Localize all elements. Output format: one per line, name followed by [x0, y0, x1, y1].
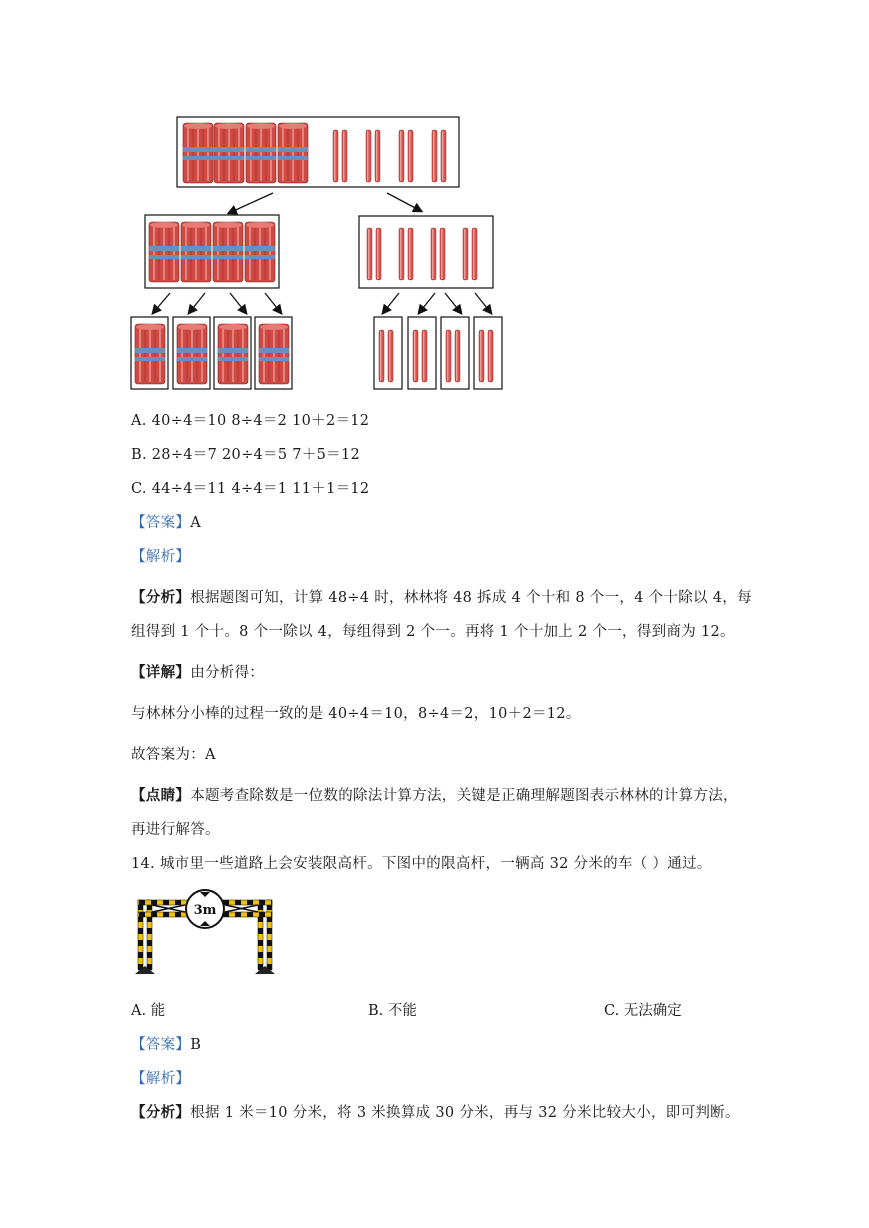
answer-value: B [190, 1037, 202, 1053]
q13-option-a: A. 40÷4＝10 8÷4＝2 10＋2＝12 [131, 413, 370, 429]
q13-option-b: B. 28÷4＝7 20÷4＝5 7＋5＝12 [131, 447, 360, 463]
dianjing-tag: 【点睛】 [131, 787, 191, 804]
q14-analysis-tag: 【解析】 [131, 1071, 191, 1087]
q13-dianjing-line1 [131, 784, 738, 805]
q13-option-c: C. 44÷4＝11 4÷4＝1 11＋1＝12 [131, 481, 370, 497]
q14-option-b: B. 不能 [368, 1003, 417, 1019]
answer-tag: 【答案】 [131, 1037, 191, 1053]
sticks-division-figure [125, 110, 515, 395]
height-barrier-figure [133, 886, 278, 976]
q13-conclusion: 故答案为：A [131, 747, 216, 763]
fenxi-text: 根据 1 米＝10 分米，将 3 米换算成 30 分米，再与 32 分米比较大小，即可判断。 [190, 1105, 740, 1121]
q13-fenxi-line2: 组得到 1 个十。8 个一除以 4，每组得到 2 个一。再将 1 个十加上 2 个一，得到商为 12。 [131, 624, 735, 640]
q13-line-a: 与林林分小棒的过程一致的是 40÷4＝10，8÷4＝2，10＋2＝12。 [131, 706, 581, 722]
q14-option-a: A. 能 [131, 1003, 166, 1019]
dianjing-text: 本题考查除数是一位数的除法计算方法，关键是正确理解题图表示林林的计算方法， [190, 788, 738, 804]
answer-value: A [190, 515, 201, 531]
q13-answer [131, 511, 201, 532]
q14-question: 14. 城市里一些道路上会安装限高杆。下图中的限高杆，一辆高 32 分米的车（ ）通过。 [131, 856, 712, 872]
q14-answer [131, 1033, 201, 1054]
q13-dianjing-line2: 再进行解答。 [131, 822, 220, 838]
q13-analysis-tag: 【解析】 [131, 549, 191, 565]
height-limit-sign-text: 3m [193, 903, 217, 918]
fenxi-tag: 【分析】 [131, 1104, 191, 1121]
xiangjie-tag: 【详解】 [131, 664, 191, 681]
xiangjie-text: 由分析得： [190, 665, 265, 681]
answer-tag: 【答案】 [131, 515, 191, 531]
q14-option-c: C. 无法确定 [604, 1003, 682, 1019]
fenxi-text: 根据题图可知，计算 48÷4 时，林林将 48 拆成 4 个十和 8 个一，4 个十除以 4，每 [190, 590, 752, 606]
fenxi-tag: 【分析】 [131, 589, 191, 606]
q13-xiangjie [131, 661, 264, 682]
q14-fenxi [131, 1101, 740, 1122]
q13-fenxi-line1 [131, 586, 752, 607]
